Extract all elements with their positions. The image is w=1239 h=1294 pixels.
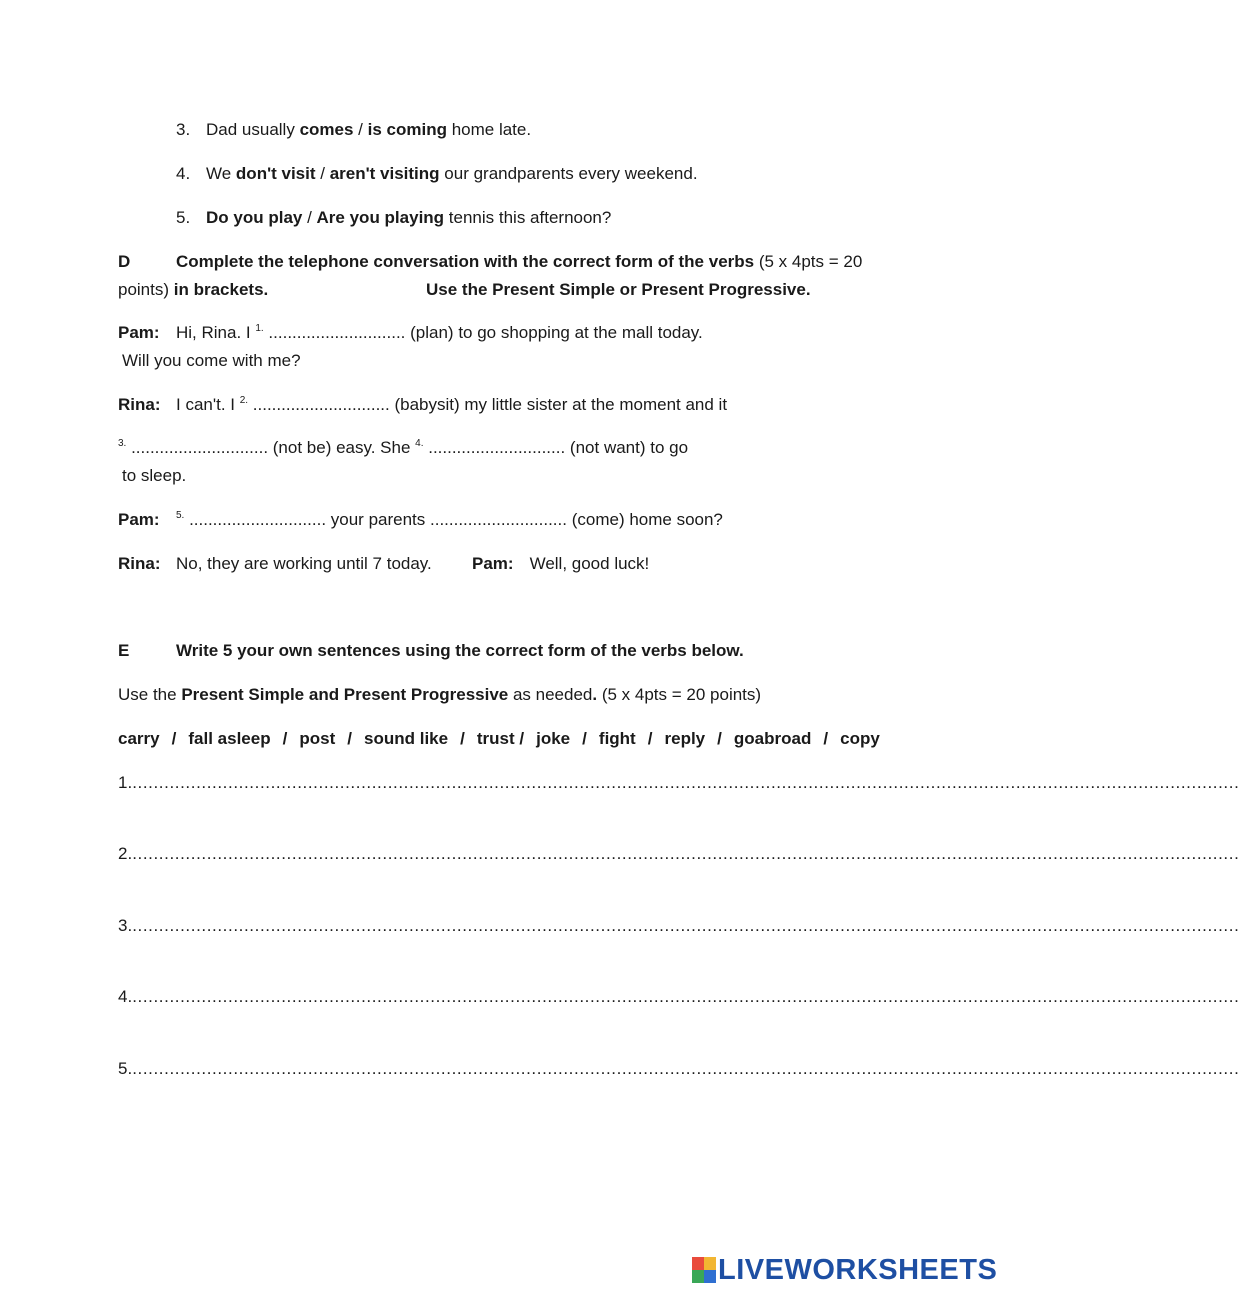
- logo-blocks-icon: [692, 1257, 716, 1283]
- answer-line-4[interactable]: 4.................................................................................................................................................................................................................: [118, 987, 1239, 1006]
- answer-blank-1[interactable]: .............................: [263, 323, 406, 342]
- verb-separator: /: [647, 729, 653, 748]
- dialogue-pam-1: Pam: Hi, Rina. I $^{1.}$ ............................. (plan) to go shopping at the mall today.: [118, 323, 703, 342]
- speaker-label: Pam:: [118, 323, 160, 342]
- option-1: Do you play: [206, 208, 303, 227]
- exercise-item-5: 5. Do you play / Are you playing tennis this afternoon?: [176, 208, 612, 227]
- verb-item: post: [299, 729, 336, 748]
- verb-separator: /: [823, 729, 829, 748]
- verb-item: goabroad: [733, 729, 812, 748]
- option-1: comes: [299, 120, 354, 139]
- speaker-label: Rina:: [118, 554, 161, 573]
- verb-separator: /: [171, 729, 177, 748]
- section-letter: D: [118, 252, 131, 271]
- dialogue-pam-3: Pam: Well, good luck!: [472, 554, 650, 573]
- dialogue-rina-2: Rina: No, they are working until 7 today.: [118, 554, 432, 573]
- answer-line-5[interactable]: 5.................................................................................................................................................................................................................: [118, 1059, 1239, 1078]
- section-e-heading: E Write 5 your own sentences using the correct form of the verbs below.: [118, 641, 744, 660]
- verb-separator: /: [717, 729, 722, 748]
- verb-separator: /: [347, 729, 352, 748]
- answer-blank-3[interactable]: .............................: [126, 438, 269, 457]
- option-2: aren't visiting: [329, 164, 440, 183]
- dialogue-rina-1: Rina: I can't. I $^{2.}$ ............................. (babysit) my little sister at the moment and it: [118, 395, 728, 414]
- verb-item: trust /: [476, 729, 525, 748]
- verb-item: fight: [598, 729, 636, 748]
- verb-item: carry: [118, 729, 160, 748]
- verb-list: [118, 728, 880, 750]
- logo-text: LIVEWORKSHEETS: [718, 1253, 998, 1286]
- verb-item: sound like: [364, 729, 449, 748]
- verb-separator: /: [282, 729, 288, 748]
- exercise-item-4: 4. We don't visit / aren't visiting our grandparents every weekend.: [176, 164, 698, 183]
- verb-separator: /: [582, 729, 587, 748]
- speaker-label: Pam:: [118, 510, 160, 529]
- section-letter: E: [118, 641, 130, 660]
- answer-line-1[interactable]: 1.................................................................................................................................................................................................................: [118, 773, 1239, 792]
- dialogue-rina-1-line2: $^{3.}$ ............................. (not be) easy. She $^{4.}$ ............................. (not want) to go: [118, 438, 689, 457]
- liveworksheets-logo: [692, 1253, 997, 1287]
- option-2: is coming: [367, 120, 447, 139]
- logo-block: [704, 1257, 716, 1270]
- verb-item: reply: [664, 729, 706, 748]
- answer-line-2[interactable]: 2.................................................................................................................................................................................................................: [118, 844, 1239, 863]
- option-1: don't visit: [235, 164, 316, 183]
- answer-line-3[interactable]: 3.................................................................................................................................................................................................................: [118, 916, 1239, 935]
- verb-separator: /: [460, 729, 465, 748]
- answer-blank-5a[interactable]: .............................: [184, 510, 327, 529]
- verb-item: copy: [840, 729, 880, 748]
- dialogue-pam-2: Pam: $^{5.}$ ............................. your parents ............................. (come) home soon?: [118, 510, 723, 529]
- section-d-tense-note: Use the Present Simple or Present Progressive.: [426, 280, 811, 299]
- dialogue-rina-1-line3: to sleep.: [122, 466, 187, 485]
- section-e-instruction: Use the Present Simple and Present Progressive as needed. (5 x 4pts = 20 points): [118, 685, 762, 704]
- exercise-item-3: 3. Dad usually comes / is coming home late.: [176, 120, 532, 139]
- option-2: Are you playing: [316, 208, 445, 227]
- logo-block: [692, 1257, 704, 1270]
- speaker-label: Rina:: [118, 395, 161, 414]
- speaker-label: Pam:: [472, 554, 514, 573]
- section-d-heading: D Complete the telephone conversation with the correct form of the verbs (5 x 4pts = 20: [118, 252, 863, 271]
- logo-block: [704, 1270, 716, 1283]
- answer-blank-2[interactable]: .............................: [248, 395, 390, 414]
- section-d-heading-line2: points) in brackets.: [118, 280, 269, 299]
- logo-block: [692, 1270, 704, 1283]
- answer-blank-5b[interactable]: .............................: [430, 510, 567, 529]
- dialogue-pam-1-line2: Will you come with me?: [122, 351, 301, 370]
- verb-item: fall asleep: [188, 729, 271, 748]
- verb-item: joke: [536, 729, 571, 748]
- answer-blank-4[interactable]: .............................: [423, 438, 566, 457]
